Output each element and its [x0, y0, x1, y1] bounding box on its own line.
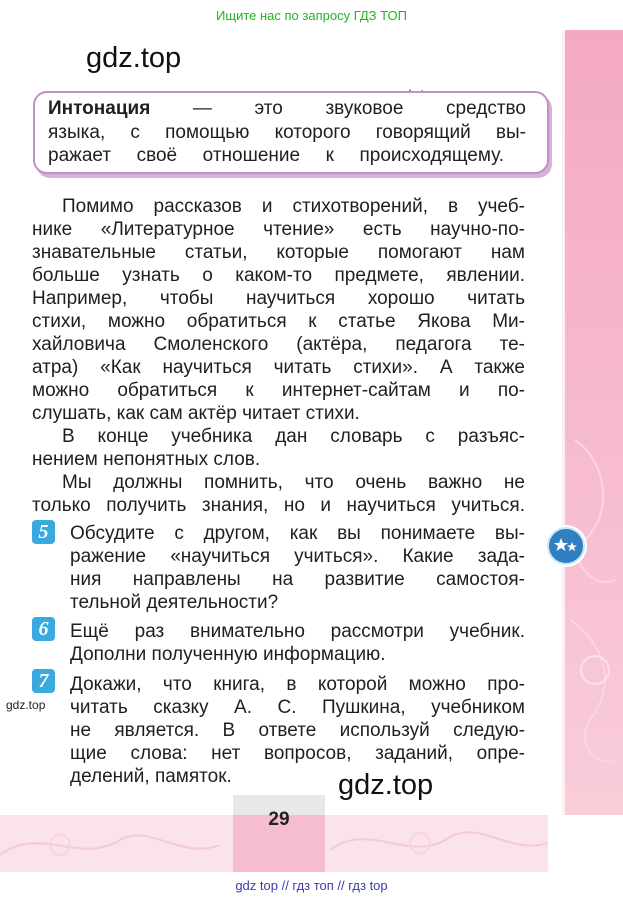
paragraph-line: можно обратиться к интернет-сайтам и по- — [32, 380, 525, 401]
task-line: делений, памяток. — [70, 766, 232, 787]
paragraph-line: знавательные статьи, которые помогают нам — [32, 242, 525, 263]
task-line: Ещё раз внимательно рассмотри учебник. — [70, 621, 525, 642]
task-number-badge: 6 — [32, 617, 55, 641]
watermark-top: gdz.top — [86, 42, 182, 74]
stars-badge-icon — [547, 527, 585, 565]
definition-line-1: Интонация — это звуковое средство — [48, 98, 526, 119]
paragraph-line: Мы должны помнить, что очень важно не — [62, 472, 525, 493]
pink-side-stripe — [565, 30, 623, 820]
task-line: ния направлены на развитие самостоя- — [70, 569, 525, 590]
paragraph-line: атра) «Как научиться читать стихи». А также — [32, 357, 525, 378]
task-line: не является. В ответе используй следую- — [70, 720, 525, 741]
definition-line-3: ражает своё отношение к происходящему. — [48, 145, 504, 166]
task-number-badge: 7 — [32, 669, 55, 693]
paragraph-line: больше узнать о каком-то предмете, явлении. — [32, 265, 525, 286]
paragraph-line: Помимо рассказов и стихотворений, в учеб- — [62, 196, 525, 217]
page-number: 29 — [268, 809, 290, 830]
task-line: читать сказку А. С. Пушкина, учебником — [70, 697, 525, 718]
task-number-badge: 5 — [32, 520, 55, 544]
task-line: Обсудите с другом, как вы понимаете вы- — [70, 523, 525, 544]
task-line: щие слова: нет вопросов, заданий, опре- — [70, 743, 525, 764]
task-line: Докажи, что книга, в которой можно про- — [70, 674, 525, 695]
paragraph-line: стихи, можно обратиться к статье Якова Ми- — [32, 311, 525, 332]
paragraph-line: В конце учебника дан словарь с разъяс- — [62, 426, 525, 447]
paragraph-line: нике «Литературное чтение» есть научно-по- — [32, 219, 525, 240]
bottom-right-blank — [548, 815, 623, 872]
paragraph-line: только получить знания, но и научиться учиться. — [32, 495, 525, 516]
definition-line-2: языка, с помощью которого говорящий вы- — [48, 122, 526, 143]
watermark-small-left: gdz.top — [6, 698, 46, 712]
footer-links[interactable]: gdz top // гдз топ // гдз top — [235, 878, 388, 893]
task-line: Дополни полученную информацию. — [70, 644, 386, 665]
definition-term: Интонация — [48, 98, 151, 119]
task-line: ражение «научиться учиться». Какие зада- — [70, 546, 525, 567]
paragraph-line: слушать, как сам актёр читает стихи. — [32, 403, 360, 424]
paragraph-line: Например, чтобы научиться хорошо читать — [32, 288, 525, 309]
paragraph-line: нением непонятных слов. — [32, 449, 261, 470]
watermark-bottom: gdz.top — [338, 769, 434, 801]
task-line: тельной деятельности? — [70, 592, 279, 613]
paragraph-line: хайловича Смоленского (актёра, педагога те- — [32, 334, 525, 355]
search-hint-link[interactable]: Ищите нас по запросу ГДЗ ТОП — [216, 8, 407, 23]
star-icon — [549, 529, 583, 563]
